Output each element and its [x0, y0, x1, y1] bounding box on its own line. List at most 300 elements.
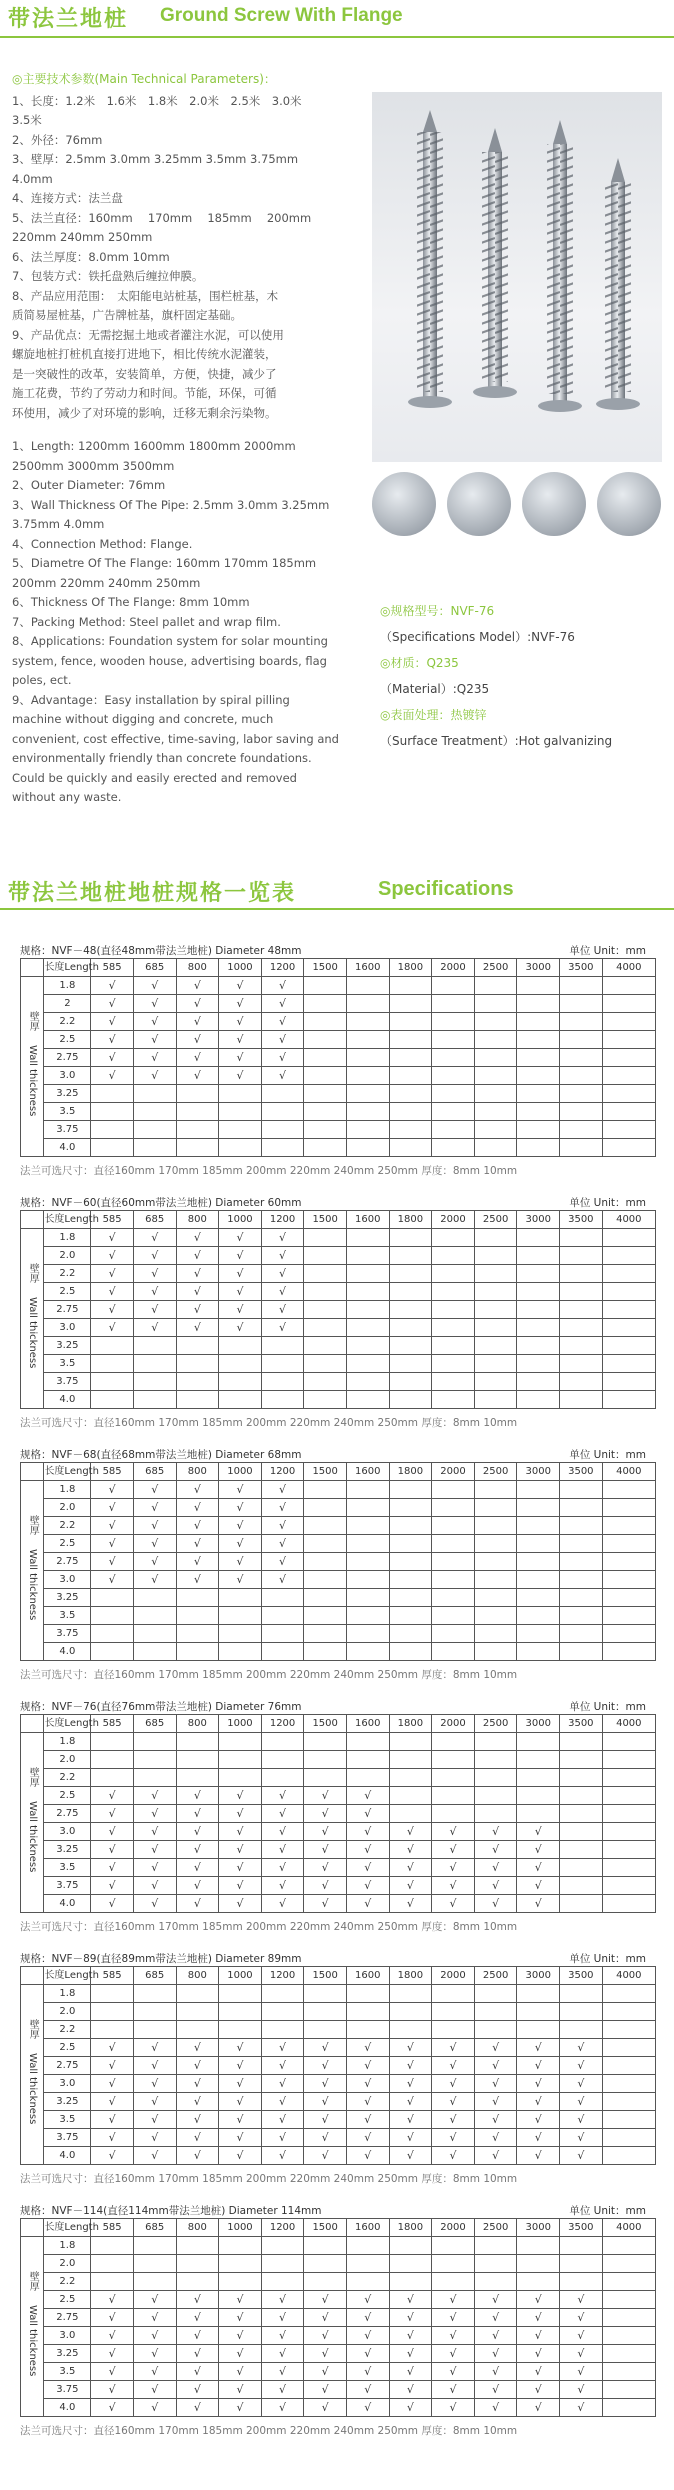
wall-thickness-en: Wall thickness [27, 1044, 39, 1117]
empty-cell [304, 1283, 347, 1301]
table-unit: 单位 Unit：mm [569, 945, 646, 957]
empty-cell [560, 1769, 603, 1787]
check-cell: √ [389, 2309, 432, 2327]
empty-cell [560, 1895, 603, 1913]
spec-table [20, 2218, 656, 2417]
check-cell: √ [91, 1265, 134, 1283]
empty-cell [474, 1481, 517, 1499]
table-caption: 规格：NVF－48(直径48mm带法兰地桩) Diameter 48mm [20, 945, 302, 957]
check-cell: √ [304, 2399, 347, 2417]
empty-cell [389, 1643, 432, 1661]
check-cell: √ [91, 2345, 134, 2363]
table-unit: 单位 Unit：mm [569, 1701, 646, 1713]
length-header-cell: 1500 [304, 959, 347, 977]
length-header-cell: 2500 [474, 1463, 517, 1481]
check-cell: √ [304, 2291, 347, 2309]
empty-cell [133, 2003, 176, 2021]
check-cell: √ [133, 2363, 176, 2381]
check-cell: √ [133, 1571, 176, 1589]
thickness-cell: 3.75 [44, 1373, 91, 1391]
empty-cell [346, 2237, 389, 2255]
check-cell: √ [432, 2363, 475, 2381]
empty-cell [91, 1733, 134, 1751]
check-cell: √ [560, 2327, 603, 2345]
empty-cell [304, 1031, 347, 1049]
empty-cell [389, 1265, 432, 1283]
material-en: （Material）:Q235 [380, 682, 490, 696]
check-cell: √ [261, 2327, 304, 2345]
empty-cell [432, 1643, 475, 1661]
empty-cell [602, 1589, 655, 1607]
empty-cell [602, 2399, 655, 2417]
check-cell: √ [389, 1859, 432, 1877]
table-header-row [21, 1463, 656, 1481]
check-cell: √ [133, 1067, 176, 1085]
empty-cell [261, 1643, 304, 1661]
check-cell: √ [474, 2057, 517, 2075]
thickness-cell: 3.5 [44, 2363, 91, 2381]
table-row [21, 2255, 656, 2273]
empty-cell [602, 2327, 655, 2345]
thickness-cell: 2.75 [44, 2309, 91, 2327]
empty-cell [133, 1139, 176, 1157]
empty-cell [560, 1571, 603, 1589]
check-cell: √ [91, 1553, 134, 1571]
table-row [21, 1067, 656, 1085]
thickness-cell: 3.25 [44, 1589, 91, 1607]
empty-cell [602, 1049, 655, 1067]
empty-cell [602, 1229, 655, 1247]
check-cell: √ [176, 1481, 219, 1499]
empty-cell [602, 1337, 655, 1355]
table-unit: 单位 Unit：mm [569, 1953, 646, 1965]
check-cell: √ [304, 2345, 347, 2363]
thickness-cell: 3.0 [44, 2075, 91, 2093]
empty-cell [346, 1733, 389, 1751]
thickness-cell: 3.25 [44, 1337, 91, 1355]
length-label-cell: 长度Length [44, 959, 91, 977]
check-cell: √ [346, 2057, 389, 2075]
empty-cell [389, 2021, 432, 2039]
empty-cell [176, 1607, 219, 1625]
empty-cell [602, 2345, 655, 2363]
empty-cell [389, 1985, 432, 2003]
check-cell: √ [91, 1013, 134, 1031]
empty-cell [389, 1247, 432, 1265]
table-row [21, 1031, 656, 1049]
empty-cell [602, 1769, 655, 1787]
corner-cell [21, 1211, 44, 1229]
empty-cell [602, 1103, 655, 1121]
check-cell: √ [219, 1859, 262, 1877]
empty-cell [474, 1283, 517, 1301]
length-label-cell: 长度Length [44, 1967, 91, 1985]
empty-cell [304, 1229, 347, 1247]
empty-cell [304, 1751, 347, 1769]
check-cell: √ [432, 2291, 475, 2309]
empty-cell [517, 1607, 560, 1625]
check-cell: √ [304, 2093, 347, 2111]
length-header-cell: 3000 [517, 1463, 560, 1481]
check-cell: √ [176, 1031, 219, 1049]
check-cell: √ [219, 1067, 262, 1085]
check-cell: √ [219, 1787, 262, 1805]
empty-cell [133, 1103, 176, 1121]
check-cell: √ [560, 2039, 603, 2057]
empty-cell [304, 2273, 347, 2291]
check-cell: √ [560, 2057, 603, 2075]
length-header-cell: 1000 [219, 2219, 262, 2237]
table-header-row [21, 1211, 656, 1229]
empty-cell [219, 1391, 262, 1409]
check-cell: √ [560, 2111, 603, 2129]
empty-cell [389, 1067, 432, 1085]
table-caption-row [20, 1698, 656, 1714]
thickness-cell: 2.0 [44, 2255, 91, 2273]
empty-cell [560, 1589, 603, 1607]
check-cell: √ [91, 1499, 134, 1517]
empty-cell [261, 2237, 304, 2255]
check-cell: √ [176, 1265, 219, 1283]
check-cell: √ [560, 2345, 603, 2363]
empty-cell [432, 1337, 475, 1355]
table-row [21, 1355, 656, 1373]
thickness-cell: 2.5 [44, 2291, 91, 2309]
empty-cell [261, 1337, 304, 1355]
empty-cell [346, 1517, 389, 1535]
check-cell: √ [176, 2363, 219, 2381]
empty-cell [389, 1013, 432, 1031]
empty-cell [517, 1013, 560, 1031]
check-cell: √ [91, 2363, 134, 2381]
empty-cell [517, 1517, 560, 1535]
empty-cell [517, 1067, 560, 1085]
empty-cell [219, 1643, 262, 1661]
spec-table [20, 958, 656, 1157]
check-cell: √ [432, 2039, 475, 2057]
spec-table-block [20, 1446, 656, 1681]
length-header-cell: 4000 [602, 1211, 655, 1229]
check-cell: √ [176, 1553, 219, 1571]
thickness-cell: 1.8 [44, 1229, 91, 1247]
table-row [21, 1085, 656, 1103]
check-cell: √ [219, 1481, 262, 1499]
check-cell: √ [261, 1247, 304, 1265]
empty-cell [304, 1625, 347, 1643]
table-header-row [21, 1967, 656, 1985]
wall-thickness-label [21, 1985, 44, 2165]
check-cell: √ [91, 1481, 134, 1499]
empty-cell [602, 2309, 655, 2327]
check-cell: √ [176, 2129, 219, 2147]
check-cell: √ [219, 1895, 262, 1913]
empty-cell [474, 1391, 517, 1409]
empty-cell [517, 1337, 560, 1355]
empty-cell [432, 1499, 475, 1517]
check-cell: √ [91, 1535, 134, 1553]
empty-cell [560, 2003, 603, 2021]
empty-cell [602, 1805, 655, 1823]
empty-cell [346, 1571, 389, 1589]
empty-cell [517, 1805, 560, 1823]
empty-cell [133, 2255, 176, 2273]
check-cell: √ [261, 1301, 304, 1319]
empty-cell [389, 1373, 432, 1391]
parameter-cn-line: 2、外径：76mm [12, 132, 103, 147]
table-row [21, 1553, 656, 1571]
empty-cell [346, 1085, 389, 1103]
empty-cell [91, 1085, 134, 1103]
check-cell: √ [133, 2093, 176, 2111]
check-cell: √ [219, 1517, 262, 1535]
empty-cell [432, 1571, 475, 1589]
empty-cell [389, 1751, 432, 1769]
empty-cell [432, 1355, 475, 1373]
empty-cell [474, 1625, 517, 1643]
parameter-en-line: 9、Advantage：Easy installation by spiral pilling [12, 692, 290, 707]
thickness-cell: 2.5 [44, 1787, 91, 1805]
check-cell: √ [219, 2309, 262, 2327]
empty-cell [517, 1319, 560, 1337]
empty-cell [389, 1787, 432, 1805]
check-cell: √ [219, 1877, 262, 1895]
check-cell: √ [91, 2075, 134, 2093]
empty-cell [389, 1391, 432, 1409]
parameter-en-line: 4、Connection Method: Flange. [12, 536, 193, 551]
flange-options-note: 法兰可选尺寸：直径160mm 170mm 185mm 200mm 220mm 240mm 250mm 厚度：8mm 10mm [20, 1417, 518, 1429]
empty-cell [602, 1571, 655, 1589]
check-cell: √ [304, 2309, 347, 2327]
length-header-cell: 3000 [517, 1967, 560, 1985]
length-header-cell: 1200 [261, 2219, 304, 2237]
empty-cell [474, 1643, 517, 1661]
thickness-cell: 2.0 [44, 1751, 91, 1769]
check-cell: √ [261, 1265, 304, 1283]
empty-cell [474, 2255, 517, 2273]
empty-cell [346, 1607, 389, 1625]
empty-cell [176, 1751, 219, 1769]
thickness-cell: 3.0 [44, 1823, 91, 1841]
empty-cell [133, 1121, 176, 1139]
check-cell: √ [432, 2093, 475, 2111]
check-cell: √ [91, 2399, 134, 2417]
empty-cell [517, 1787, 560, 1805]
check-cell: √ [261, 2057, 304, 2075]
check-cell: √ [261, 1049, 304, 1067]
empty-cell [133, 2237, 176, 2255]
parameter-cn-line: 施工花费，节约了劳动力和时间。节能，环保，可循 [12, 386, 277, 400]
empty-cell [91, 1139, 134, 1157]
table-row [21, 2021, 656, 2039]
empty-cell [474, 1049, 517, 1067]
empty-cell [219, 1733, 262, 1751]
check-cell: √ [389, 1877, 432, 1895]
length-label-cell: 长度Length [44, 1715, 91, 1733]
empty-cell [389, 1301, 432, 1319]
empty-cell [304, 1139, 347, 1157]
check-cell: √ [517, 2129, 560, 2147]
empty-cell [602, 977, 655, 995]
table-row [21, 1571, 656, 1589]
check-cell: √ [133, 1517, 176, 1535]
length-header-cell: 800 [176, 1967, 219, 1985]
parameters-heading: ◎主要技术参数(Main Technical Parameters)： [12, 72, 276, 86]
check-cell: √ [176, 1319, 219, 1337]
surface-en: （Surface Treatment）:Hot galvanizing [380, 734, 613, 748]
check-cell: √ [346, 2399, 389, 2417]
check-cell: √ [517, 2147, 560, 2165]
parameter-cn-line: 1、长度：1.2米 1.6米 1.8米 2.0米 2.5米 3.0米 [12, 93, 302, 108]
empty-cell [346, 1373, 389, 1391]
empty-cell [219, 1139, 262, 1157]
empty-cell [133, 1391, 176, 1409]
check-cell: √ [474, 1877, 517, 1895]
empty-cell [602, 1355, 655, 1373]
check-cell: √ [133, 1319, 176, 1337]
empty-cell [261, 1085, 304, 1103]
check-cell: √ [261, 1283, 304, 1301]
empty-cell [133, 1355, 176, 1373]
flange-options-note: 法兰可选尺寸：直径160mm 170mm 185mm 200mm 220mm 240mm 250mm 厚度：8mm 10mm [20, 1921, 518, 1933]
check-cell: √ [261, 1553, 304, 1571]
empty-cell [560, 977, 603, 995]
empty-cell [602, 1499, 655, 1517]
empty-cell [389, 1481, 432, 1499]
check-cell: √ [261, 2093, 304, 2111]
check-cell: √ [304, 1787, 347, 1805]
flange-detail-thumbnail [372, 472, 436, 536]
length-header-cell: 800 [176, 1211, 219, 1229]
empty-cell [261, 1121, 304, 1139]
table-row [21, 1589, 656, 1607]
empty-cell [474, 2237, 517, 2255]
empty-cell [346, 1553, 389, 1571]
empty-cell [133, 1733, 176, 1751]
check-cell: √ [176, 1517, 219, 1535]
check-cell: √ [133, 1535, 176, 1553]
table-row [21, 2075, 656, 2093]
parameter-cn-line: 质简易屋桩基，广告牌桩基，旗杆固定基础。 [12, 308, 242, 322]
wall-thickness-cn: 壁厚 [27, 1010, 39, 1031]
empty-cell [432, 1031, 475, 1049]
check-cell: √ [517, 2399, 560, 2417]
empty-cell [389, 1085, 432, 1103]
empty-cell [346, 1229, 389, 1247]
thickness-cell: 3.25 [44, 2345, 91, 2363]
thickness-cell: 2.2 [44, 2021, 91, 2039]
check-cell: √ [261, 1823, 304, 1841]
empty-cell [517, 1985, 560, 2003]
parameter-en-line: 2、Outer Diameter: 76mm [12, 478, 166, 492]
thickness-cell: 4.0 [44, 1643, 91, 1661]
empty-cell [432, 1085, 475, 1103]
wall-thickness-cn: 壁厚 [27, 2270, 39, 2291]
check-cell: √ [176, 2075, 219, 2093]
empty-cell [432, 1319, 475, 1337]
empty-cell [474, 1103, 517, 1121]
length-header-cell: 1200 [261, 1715, 304, 1733]
empty-cell [304, 1355, 347, 1373]
empty-cell [176, 2273, 219, 2291]
length-header-cell: 585 [91, 1967, 134, 1985]
empty-cell [560, 1139, 603, 1157]
check-cell: √ [261, 1013, 304, 1031]
empty-cell [560, 1553, 603, 1571]
empty-cell [474, 1535, 517, 1553]
parameter-en-line: poles, ect. [12, 673, 72, 687]
table-row [21, 1859, 656, 1877]
table-header-row [21, 959, 656, 977]
empty-cell [261, 1733, 304, 1751]
check-cell: √ [304, 2057, 347, 2075]
wall-thickness-label [21, 1481, 44, 1661]
check-cell: √ [346, 1805, 389, 1823]
length-header-cell: 1000 [219, 1211, 262, 1229]
empty-cell [389, 2003, 432, 2021]
table-row [21, 1823, 656, 1841]
length-header-cell: 1000 [219, 1463, 262, 1481]
empty-cell [176, 1103, 219, 1121]
check-cell: √ [432, 2147, 475, 2165]
thickness-cell: 3.0 [44, 1319, 91, 1337]
thickness-cell: 2.2 [44, 1013, 91, 1031]
table-row [21, 1391, 656, 1409]
empty-cell [304, 1553, 347, 1571]
check-cell: √ [219, 2075, 262, 2093]
empty-cell [517, 1301, 560, 1319]
thickness-cell: 3.5 [44, 1859, 91, 1877]
empty-cell [474, 2021, 517, 2039]
empty-cell [560, 1643, 603, 1661]
empty-cell [517, 1121, 560, 1139]
thickness-cell: 3.0 [44, 1571, 91, 1589]
parameter-cn-line: 3.5米 [12, 113, 42, 127]
check-cell: √ [261, 1319, 304, 1337]
page-header [0, 0, 674, 38]
empty-cell [176, 1391, 219, 1409]
length-header-cell: 3500 [560, 1463, 603, 1481]
check-cell: √ [133, 1841, 176, 1859]
check-cell: √ [261, 1841, 304, 1859]
empty-cell [176, 1355, 219, 1373]
check-cell: √ [432, 1859, 475, 1877]
check-cell: √ [91, 1301, 134, 1319]
table-unit: 单位 Unit：mm [569, 2205, 646, 2217]
empty-cell [219, 1769, 262, 1787]
empty-cell [602, 1481, 655, 1499]
check-cell: √ [219, 1823, 262, 1841]
length-header-cell: 1500 [304, 1967, 347, 1985]
empty-cell [560, 1301, 603, 1319]
check-cell: √ [432, 1877, 475, 1895]
check-cell: √ [91, 1049, 134, 1067]
check-cell: √ [346, 2147, 389, 2165]
empty-cell [602, 1877, 655, 1895]
empty-cell [389, 1121, 432, 1139]
header-title-en: Ground Screw With Flange [160, 5, 403, 26]
empty-cell [432, 1265, 475, 1283]
table-caption-row [20, 1446, 656, 1462]
empty-cell [432, 2003, 475, 2021]
empty-cell [133, 2273, 176, 2291]
empty-cell [432, 1049, 475, 1067]
empty-cell [432, 1247, 475, 1265]
check-cell: √ [219, 2381, 262, 2399]
check-cell: √ [346, 2075, 389, 2093]
empty-cell [133, 1769, 176, 1787]
empty-cell [560, 1805, 603, 1823]
product-photo [372, 92, 662, 462]
